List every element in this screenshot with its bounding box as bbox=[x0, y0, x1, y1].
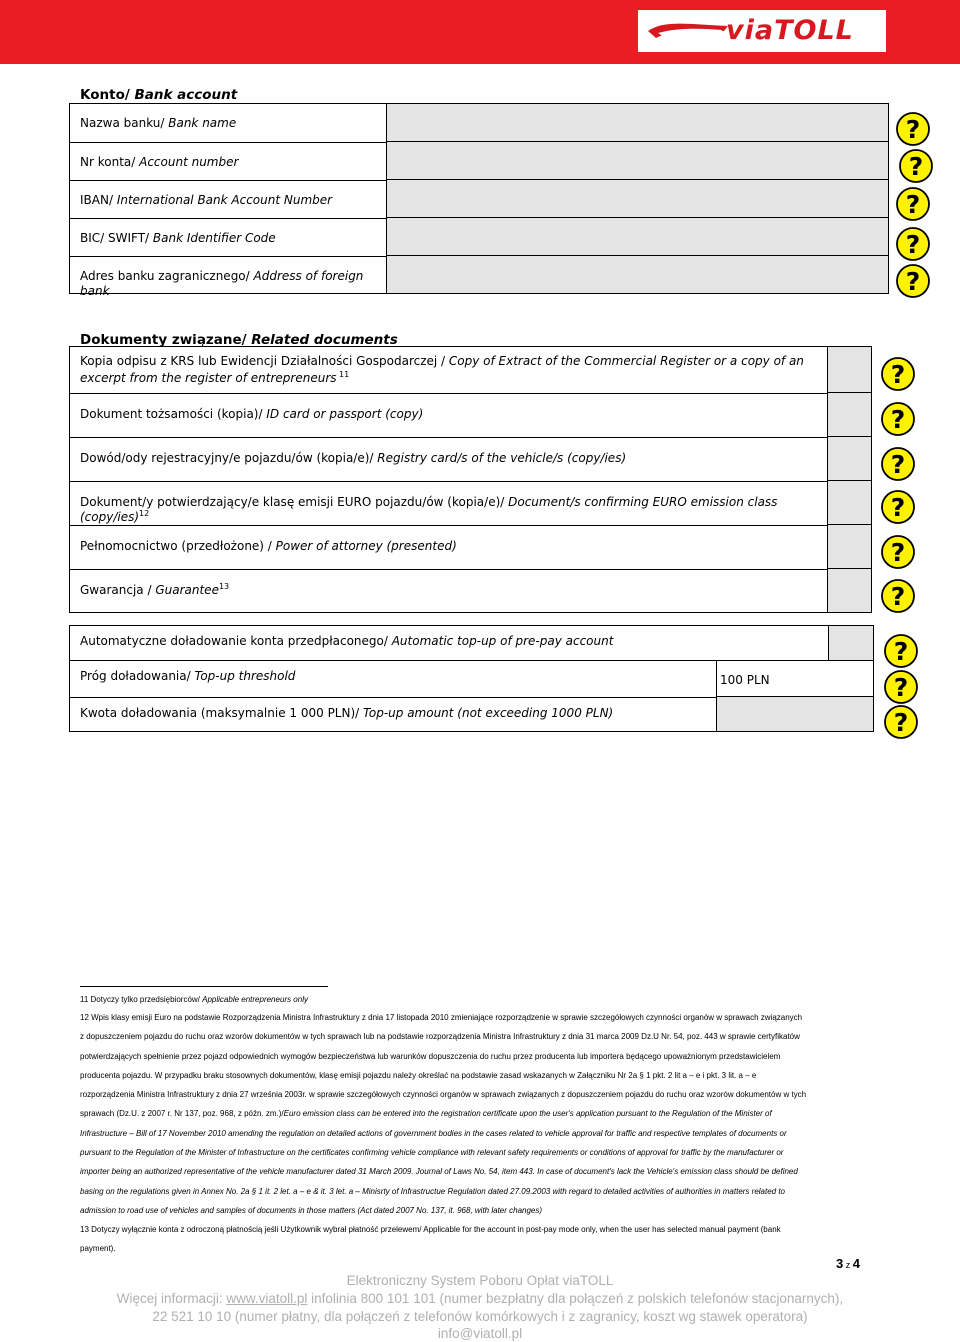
footer-email-link[interactable]: info@viatoll.pl bbox=[437, 1326, 523, 1341]
bank-section-title: Konto/ Bank account bbox=[80, 87, 238, 103]
svg-text:?: ? bbox=[890, 493, 906, 522]
question-mark-icon[interactable] bbox=[898, 148, 934, 184]
document-row: Gwarancja / Guarantee$^{13}$ bbox=[70, 569, 827, 614]
topup-auto-row: Automatyczne doładowanie konta przedpłaconego/ Automatic top-up of pre-pay account bbox=[69, 625, 829, 661]
footnote-separator bbox=[80, 986, 328, 987]
topup-amount-field[interactable] bbox=[717, 696, 874, 732]
svg-text:?: ? bbox=[905, 190, 921, 219]
footer-website-link[interactable]: www.viatoll.pl bbox=[226, 1291, 308, 1306]
question-mark-icon[interactable] bbox=[880, 578, 916, 614]
bank-row: BIC/ SWIFT/ Bank Identifier Code bbox=[70, 218, 386, 256]
question-mark-icon[interactable] bbox=[880, 489, 916, 525]
footnote-11: 11 Dotyczy tylko przedsiębiorców/ Applicable entrepreneurs only bbox=[80, 995, 308, 1004]
question-mark-icon[interactable] bbox=[895, 226, 931, 262]
guarantee-checkbox[interactable] bbox=[828, 568, 872, 613]
svg-text:?: ? bbox=[890, 405, 906, 434]
header-bar bbox=[0, 0, 960, 64]
svg-text:?: ? bbox=[890, 360, 906, 389]
account-number-field[interactable] bbox=[387, 141, 889, 180]
svg-text:?: ? bbox=[905, 230, 921, 259]
document-row: Dokument tożsamości (kopia)/ ID card or passport (copy) bbox=[70, 393, 827, 437]
topup-threshold-value: 100 PLN bbox=[720, 673, 770, 687]
bank-name-field[interactable] bbox=[387, 103, 889, 142]
logo-text: viaTOLL bbox=[726, 15, 854, 46]
question-mark-icon[interactable] bbox=[895, 186, 931, 222]
question-mark-icon[interactable] bbox=[895, 111, 931, 147]
topup-threshold-field[interactable] bbox=[717, 660, 874, 697]
svg-text:?: ? bbox=[905, 115, 921, 144]
bic-swift-field[interactable] bbox=[387, 217, 889, 256]
bank-row: Adres banku zagranicznego/ Address of foreign bank bbox=[70, 256, 386, 295]
svg-text:?: ? bbox=[890, 450, 906, 479]
bank-row: Nr konta/ Account number bbox=[70, 142, 386, 180]
svg-text:?: ? bbox=[908, 152, 924, 181]
page-number: 3 z 4 bbox=[836, 1256, 860, 1271]
question-mark-icon[interactable] bbox=[880, 446, 916, 482]
svg-text:?: ? bbox=[893, 637, 909, 666]
svg-text:?: ? bbox=[890, 538, 906, 567]
document-row: Kopia odpisu z KRS lub Ewidencji Działalności Gospodarczej / Copy of Extract of the Commercial Register or a copy of an excerpt from the register of entrepreneurs $^{11}$ bbox=[80, 354, 804, 385]
power-of-attorney-checkbox[interactable] bbox=[828, 524, 872, 569]
footnote-13: 13 Dotyczy wyłącznie konta z odroczoną płatnością jeśli Użytkownik wybrał płatność przelewem/ Applicable for the account in post-pay mode only, when the user has selected manual payment (bank payment). bbox=[80, 1225, 781, 1254]
topup-row: Próg doładowania/ Top-up threshold bbox=[80, 669, 296, 683]
registry-card-checkbox[interactable] bbox=[828, 436, 872, 481]
question-mark-icon[interactable] bbox=[895, 263, 931, 299]
documents-section-title: Dokumenty związane/ Related documents bbox=[80, 332, 398, 348]
foreign-bank-address-field[interactable] bbox=[387, 255, 889, 294]
viatoll-logo bbox=[638, 10, 886, 52]
svg-text:?: ? bbox=[893, 708, 909, 737]
footnote-12: 12 Wpis klasy emisji Euro na podstawie Rozporządzenia Ministra Infrastruktury z dnia 17 listopada 2010 zmieniające rozporządzenie w sprawie szczegółowych czynności organów w sprawach związanych z dopuszczeniem pojazdu do ruchu oraz wzorów dokumentów w tych sprawach lub na podstawie rozporządzenia Ministra Infrastruktury z dnia 31 marca 2009 Dz.U Nr. 54, poz. 443 w sprawie certyfikatów potwierdzających spełnienie przez pojazd odpowiednich wymogów bezpieczeństwa lub warunków dopuszczenia do ruchu przez producenta lub importera będącego upoważnionym przedstawicielem producenta pojazdu. W przypadku braku stosownych dokumentów, klasę emisji pojazdu należy określać na podstawie zasad wskazanych w Załączniku Nr 2a § 1 pkt. 2 lit a – e i pkt. 3 lit. a – e rozporządzenia Ministra Infrastruktury z dnia 27 września 2003r. w sprawie szczegółowych czynności organów w sprawach związanych z dopuszczeniem pojazdu do ruchu oraz wzorów dokumentów w tych sprawach (Dz.U. z 2007 r. Nr 137, poz. 968, z późn. zm.)/Euro emission class can be entered into the registration certificate upon the user's application pursuant to the Regulation of the Minister of Infrastructure – Bill of 17 November 2010 amending the regulation on detailed actions of government bodies in the cases related to vehicle approval for traffic and respective templates of documents or pursuant to the Regulation of the Minister of Infrastructure on the certificates confirming vehicle compliance with relevant safety requirements or conditions of approval for traffic by the manufacturer or importer being an authorized representative of the vehicle manufacturer dated 31 March 2009. Journal of Laws No. 54, item 443. In case of document's lack the Vehicle's emission class should be defined basing on the regulations given in Annex No. 2a § 1 it. 2 let. a – e & it. 3 let. a – Minisrty of Infrastructue Regulation dated 27.09.2003 with regard to detailed activities of authorities in matters related to admission to road use of vehicles and samples of documents in those matters (Act dated 2007 No. 137, it. 968, with later changes) bbox=[80, 1013, 807, 1215]
topup-row: Kwota doładowania (maksymalnie 1 000 PLN)/ Top-up amount (not exceeding 1000 PLN) bbox=[70, 697, 716, 733]
iban-field[interactable] bbox=[387, 179, 889, 218]
document-row: Pełnomocnictwo (przedłożone) / Power of attorney (presented) bbox=[70, 525, 827, 569]
svg-text:?: ? bbox=[893, 673, 909, 702]
footer-line-3: 22 521 10 10 (numer płatny, dla połączeń z telefonów komórkowych i z zagranicy, koszt wg stawek operatora) bbox=[152, 1309, 808, 1324]
svg-text:?: ? bbox=[905, 267, 921, 296]
question-mark-icon[interactable] bbox=[880, 356, 916, 392]
question-mark-icon[interactable] bbox=[880, 534, 916, 570]
bank-labels bbox=[69, 103, 387, 298]
documents-labels bbox=[69, 346, 828, 613]
question-mark-icon[interactable] bbox=[880, 401, 916, 437]
svg-text:?: ? bbox=[890, 582, 906, 611]
euro-class-checkbox[interactable] bbox=[828, 480, 872, 525]
auto-topup-checkbox[interactable] bbox=[829, 625, 874, 661]
footer-line-1: Elektroniczny System Poboru Opłat viaTOLL bbox=[346, 1273, 614, 1288]
krs-copy-checkbox[interactable] bbox=[828, 346, 872, 393]
question-mark-icon[interactable] bbox=[883, 704, 919, 740]
logo-swoosh-icon bbox=[646, 22, 730, 40]
bank-row: Nazwa banku/ Bank name bbox=[80, 116, 237, 130]
question-mark-icon[interactable] bbox=[883, 669, 919, 705]
footer-line-2: Więcej informacji: www.viatoll.pl infolinia 800 101 101 (numer bezpłatny dla połączeń z polskich telefonów stacjonarnych), bbox=[116, 1291, 844, 1306]
topup-labels bbox=[69, 660, 717, 732]
question-mark-icon[interactable] bbox=[883, 633, 919, 669]
id-copy-checkbox[interactable] bbox=[828, 392, 872, 437]
bank-row: IBAN/ International Bank Account Number bbox=[70, 180, 386, 218]
document-row: Dowód/ody rejestracyjny/e pojazdu/ów (kopia/e)/ Registry card/s of the vehicle/s (copy/ies) bbox=[70, 437, 827, 481]
document-row: Dokument/y potwierdzający/e klasę emisji EURO pojazdu/ów (kopia/e)/ Document/s confirming EURO emission class (copy/ies)$^{12}$ bbox=[70, 481, 827, 525]
